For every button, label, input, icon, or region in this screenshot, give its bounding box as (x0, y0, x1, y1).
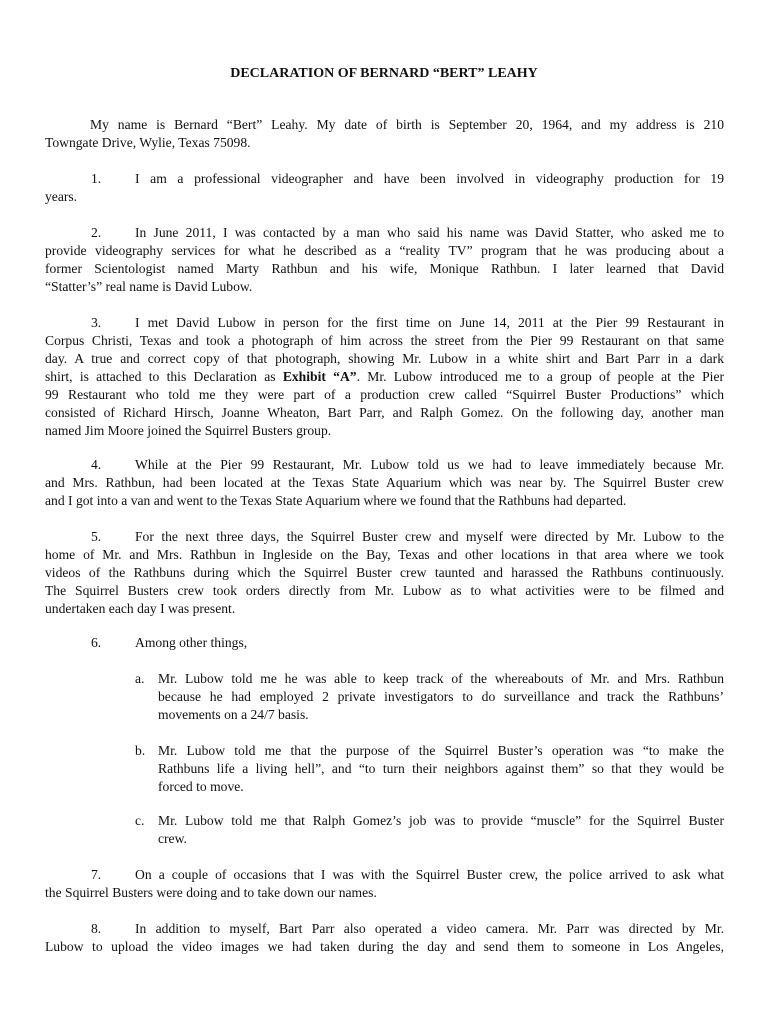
paragraph-line: I am a professional videographer and have been involved in videography production for 19 (135, 171, 724, 186)
list-item-label: b. (135, 743, 146, 758)
paragraph-line: “Statter’s” real name is David Lubow. (45, 279, 253, 294)
list-item-line: forced to move. (158, 779, 244, 794)
list-item-line: Rathbuns life a living hell”, and “to turn their neighbors against them” so that they would be (158, 761, 724, 776)
paragraph-line: videos of the Rathbuns during which the Squirrel Buster crew taunted and harassed the Rathbuns continuously. (45, 565, 724, 580)
paragraph-line: undertaken each day I was present. (45, 601, 236, 616)
paragraph-line: The Squirrel Busters crew took orders directly from Mr. Lubow as to what activities were to be filmed and (45, 583, 724, 598)
paragraph-line: While at the Pier 99 Restaurant, Mr. Lubow told us we had to leave immediately because Mr. (135, 457, 724, 472)
intro-line: Towngate Drive, Wylie, Texas 75098. (45, 135, 251, 150)
paragraph-1 (45, 170, 724, 206)
paragraph-line: In addition to myself, Bart Parr also operated a video camera. Mr. Parr was directed by Mr. (135, 921, 724, 936)
paragraph-4 (45, 456, 724, 510)
paragraph-line: and Mrs. Rathbun, had been located at the Texas State Aquarium which was near by. The Squirrel Buster crew (45, 475, 724, 490)
list-item-line: movements on a 24/7 basis. (158, 707, 309, 722)
list-item-line: because he had employed 2 private investigators to do surveillance and track the Rathbuns’ (158, 689, 724, 704)
paragraph-line: I met David Lubow in person for the first time on June 14, 2011 at the Pier 99 Restaurant in (135, 315, 724, 330)
paragraph-line: Corpus Christi, Texas and took a photograph of him across the street from the Pier 99 Restaurant on that same (45, 333, 724, 348)
list-item-line: Mr. Lubow told me that the purpose of the Squirrel Buster’s operation was “to make the (158, 743, 724, 758)
exhibit-suffix: . Mr. Lubow introduced me to a group of people at the Pier (356, 369, 725, 384)
list-item-label: a. (135, 671, 145, 686)
exhibit-prefix: shirt, is attached to this Declaration as (45, 369, 276, 384)
paragraph-number: 8. (91, 921, 102, 936)
paragraph-number: 6. (91, 635, 102, 650)
paragraph-line: In June 2011, I was contacted by a man who said his name was David Statter, who asked me to (135, 225, 724, 240)
paragraph-2 (45, 224, 724, 296)
intro-paragraph (45, 116, 724, 152)
paragraph-number: 5. (91, 529, 102, 544)
document-title: DECLARATION OF BERNARD “BERT” LEAHY (230, 66, 538, 81)
paragraph-line: provide videography services for what he described as a “reality TV” program that he was producing about a (45, 243, 724, 258)
paragraph-number: 7. (91, 867, 102, 882)
paragraph-number: 1. (91, 171, 102, 186)
list-item-line: crew. (158, 831, 187, 846)
list-item (158, 670, 724, 724)
paragraph-line: the Squirrel Busters were doing and to take down our names. (45, 885, 377, 900)
paragraph-line: consisted of Richard Hirsch, Joanne Wheaton, Bart Parr, and Ralph Gomez. On the following day, another man (45, 405, 724, 420)
paragraph-line: and I got into a van and went to the Texas State Aquarium where we found that the Rathbuns had departed. (45, 493, 627, 508)
paragraph-line: On a couple of occasions that I was with the Squirrel Buster crew, the police arrived to ask what (135, 867, 724, 882)
paragraph-7 (45, 866, 724, 902)
paragraph-line: For the next three days, the Squirrel Buster crew and myself were directed by Mr. Lubow to the (135, 529, 724, 544)
paragraph-5 (45, 528, 724, 618)
list-item-label: c. (135, 813, 145, 828)
paragraph-3 (45, 314, 724, 440)
paragraph-line: Lubow to upload the video images we had taken during the day and send them to someone in Los Angeles, (45, 939, 724, 954)
list-item-line: Mr. Lubow told me he was able to keep track of the whereabouts of Mr. and Mrs. Rathbun (158, 671, 724, 686)
paragraph-line: Among other things, (135, 635, 248, 650)
list-item-line: Mr. Lubow told me that Ralph Gomez’s job was to provide “muscle” for the Squirrel Buster (158, 813, 724, 828)
paragraph-number: 3. (91, 315, 102, 330)
list-item (158, 742, 724, 796)
paragraph-line: years. (45, 189, 78, 204)
intro-line: My name is Bernard “Bert” Leahy. My date of birth is September 20, 1964, and my address is 210 (90, 117, 724, 132)
paragraph-number: 4. (91, 457, 102, 472)
exhibit-label: Exhibit “A” (282, 369, 357, 384)
paragraph-line: home of Mr. and Mrs. Rathbun in Ingleside on the Bay, Texas and other locations in that area where we took (45, 547, 724, 562)
paragraph-line: day. A true and correct copy of that photograph, showing Mr. Lubow in a white shirt and Bart Parr in a dark (45, 351, 724, 366)
paragraph-number: 2. (91, 225, 102, 240)
paragraph-line: 99 Restaurant who told me they were part of a production crew called “Squirrel Buster Productions” which (45, 387, 724, 402)
paragraph-line: named Jim Moore joined the Squirrel Busters group. (45, 423, 332, 438)
list-item (158, 812, 724, 848)
exhibit-line (45, 368, 724, 386)
paragraph-8 (45, 920, 724, 956)
paragraph-line: former Scientologist named Marty Rathbun and his wife, Monique Rathbun. I later learned that David (45, 261, 724, 276)
